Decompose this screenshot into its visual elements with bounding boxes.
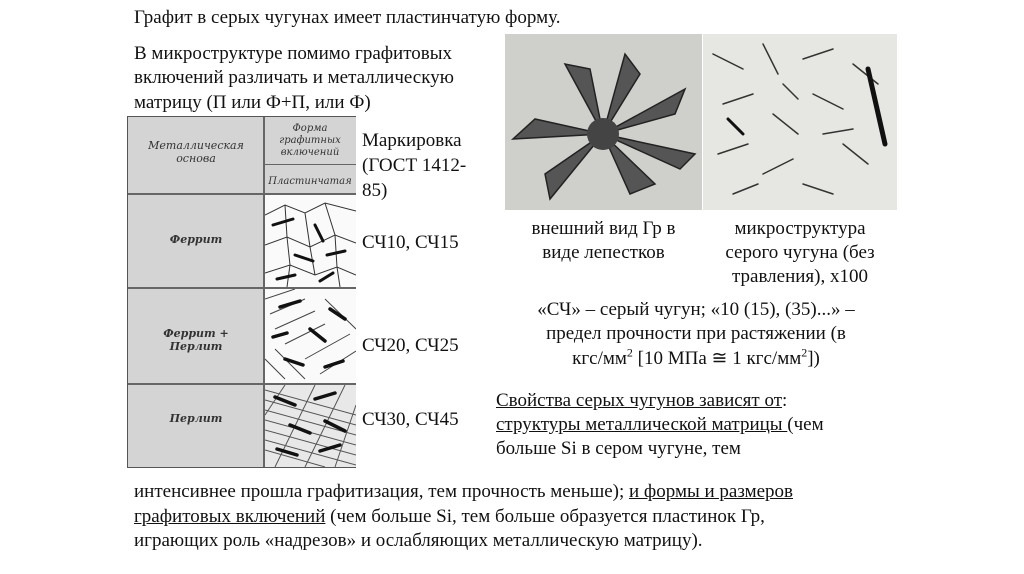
- grade-ferrite-pearlite: СЧ20, СЧ25: [362, 335, 459, 356]
- table-row-ferrite-label: Феррит: [169, 233, 223, 246]
- table-header-form-line-2: графитных: [279, 135, 341, 146]
- micro-caption-line-3: травления), х100: [731, 266, 868, 287]
- bottom-line-1: [134, 480, 793, 503]
- properties-title-colon: :: [782, 390, 788, 411]
- table-row-pearlite-label: Перлит: [169, 412, 223, 425]
- petals-caption-line-1: внешний вид Гр в: [531, 218, 676, 239]
- intro-line-1: В микроструктуре помимо графитовых: [134, 43, 453, 64]
- definition-unit: кгс/мм: [572, 348, 627, 369]
- table-subheader-plate: Пластинчатая: [268, 176, 352, 187]
- table-header-base-line-1: Металлическая: [148, 139, 244, 152]
- definition-line-3: [496, 347, 896, 370]
- microstructure-table: [127, 116, 356, 468]
- bottom-line-1-text: интенсивнее прошла графитизация, тем прочность меньше);: [134, 481, 629, 502]
- gray-iron-microstructure-photo: [703, 34, 897, 210]
- bottom-line-2: [134, 505, 765, 528]
- properties-title: [496, 389, 787, 412]
- definition-line-2: предел прочности при растяжении (в: [546, 323, 846, 344]
- marking-title-line-3: 85): [362, 180, 388, 201]
- slide-heading: Графит в серых чугунах имеет пластинчатую форму.: [134, 7, 561, 28]
- micro-caption-line-1: микроструктура: [734, 218, 866, 239]
- grade-pearlite: СЧ30, СЧ45: [362, 409, 459, 430]
- bottom-line-1-underlined: и формы и размеров: [629, 481, 793, 502]
- table-header-divider: [265, 164, 356, 165]
- properties-title-text: Свойства серых чугунов зависят от: [496, 390, 783, 411]
- graphite-petals-photo: [505, 34, 702, 210]
- micrograph-pearlite: [265, 385, 356, 467]
- table-header-form-line-1: Форма: [292, 123, 328, 134]
- definition-unit-exp: 2: [626, 345, 633, 360]
- marking-title-line-1: Маркировка: [362, 130, 462, 151]
- micrograph-ferrite: [265, 195, 356, 287]
- definition-conversion: [10 МПа ≅ 1 кгс/мм: [632, 348, 802, 369]
- intro-line-3: матрицу (П или Ф+П, или Ф): [134, 92, 371, 113]
- definition-close: ]): [807, 348, 820, 369]
- grade-ferrite: СЧ10, СЧ15: [362, 232, 459, 253]
- bottom-line-2-text: (чем больше Si, тем больше образуется пластинок Гр,: [325, 506, 765, 527]
- table-header-base-line-2: основа: [176, 152, 216, 165]
- bottom-line-2-underlined: графитовых включений: [134, 506, 326, 527]
- definition-conversion-exp: 2: [801, 345, 808, 360]
- properties-matrix-structure: структуры металлической матрицы: [496, 414, 788, 435]
- petals-caption-line-2: виде лепестков: [542, 242, 665, 263]
- table-header-base: [136, 139, 256, 165]
- properties-paren: (чем: [787, 414, 824, 435]
- definition-line-1: «СЧ» – серый чугун; «10 (15), (35)...» –: [537, 299, 855, 320]
- table-header-form-line-3: включений: [280, 147, 340, 158]
- bottom-line-3: играющих роль «надрезов» и ослабляющих металлическую матрицу).: [134, 530, 703, 551]
- marking-title-line-2: (ГОСТ 1412-: [362, 155, 467, 176]
- properties-line-3: больше Si в сером чугуне, тем: [496, 438, 741, 459]
- intro-line-2: включений различать и металлическую: [134, 67, 454, 88]
- micrograph-ferrite-pearlite: [265, 289, 356, 383]
- table-header-form: [266, 123, 354, 159]
- micro-caption-line-2: серого чугуна (без: [725, 242, 875, 263]
- properties-line-2: [496, 413, 824, 436]
- table-row-ferrite-pearlite-label: Феррит + Перлит: [163, 327, 229, 353]
